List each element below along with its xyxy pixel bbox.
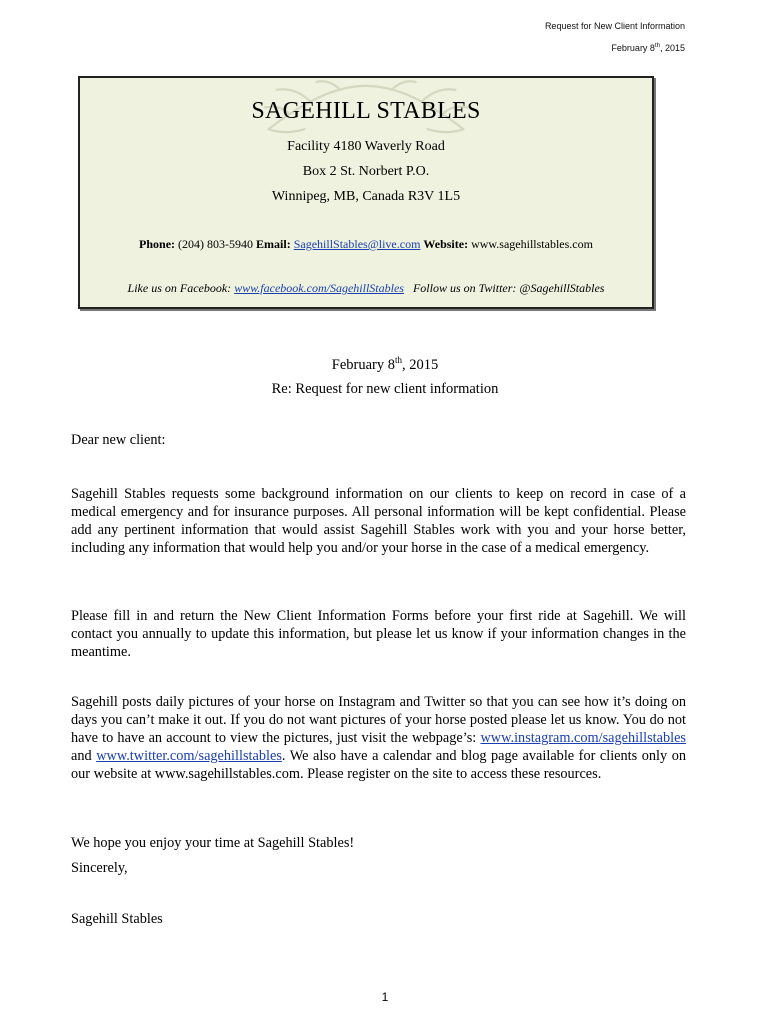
letterhead-box xyxy=(78,76,654,309)
page-number: 1 xyxy=(381,990,389,1004)
instagram-link[interactable]: www.instagram.com/sagehillstables xyxy=(480,730,686,746)
letter-subject: Re: Request for new client information xyxy=(271,381,499,397)
header-date: February 8th, 2015 xyxy=(611,43,685,53)
signature: Sagehill Stables xyxy=(71,911,163,927)
closing-line: We hope you enjoy your time at Sagehill Stables! xyxy=(71,835,355,851)
address-line-1: Facility 4180 Waverly Road xyxy=(287,139,445,154)
letter-date: February 8th, 2015 xyxy=(331,355,439,373)
twitter-text: Follow us on Twitter: @SagehillStables xyxy=(412,281,605,295)
salutation: Dear new client: xyxy=(71,432,166,448)
address-line-3: Winnipeg, MB, Canada R3V 1L5 xyxy=(271,189,461,204)
email-label: Email: xyxy=(256,237,291,251)
email-link[interactable]: SagehillStables@live.com xyxy=(293,237,421,251)
company-name: SAGEHILL STABLES xyxy=(251,98,481,124)
paragraph-1: Sagehill Stables requests some background information on our clients to keep on record in case of a medical emergency and for insurance purposes. All personal information will be kept confidential. Please add any pertinent information that would assist Sagehill Stables work with you and your horse better, including any information that would help you and/or your horse in the case of a medical emergency. xyxy=(71,486,686,556)
address-line-2: Box 2 St. Norbert P.O. xyxy=(302,164,430,179)
header-doc-title: Request for New Client Information xyxy=(544,21,685,31)
phone-value: (204) 803-5940 xyxy=(178,237,254,251)
running-header xyxy=(545,16,685,58)
phone-label: Phone: xyxy=(139,237,176,251)
twitter-link[interactable]: www.twitter.com/sagehillstables xyxy=(96,748,282,764)
facebook-link[interactable]: www.facebook.com/SagehillStables xyxy=(234,281,404,295)
paragraph-3: Sagehill posts daily pictures of your horse on Instagram and Twitter so that you can see how it’s doing on days you can’t make it out. If you do not want pictures of your horse posted please let us know. You do not have to have an account to view the pictures, just visit the webpage’s: www.instagram.com/sagehillstables and www.twitter.com/sagehillstables. We also have a calendar and blog page available for clients only on our website at www.sagehillstables.com. Please register on the site to access these resources. xyxy=(71,694,686,782)
website-label: Website: xyxy=(423,237,469,251)
contact-line xyxy=(80,237,652,252)
paragraph-2: Please fill in and return the New Client Information Forms before your first ride at Sagehill. We will contact you annually to update this information, but please let us know if your information changes in the meantime. xyxy=(71,608,686,660)
sign-off: Sincerely, xyxy=(71,860,128,876)
website-value: www.sagehillstables.com xyxy=(471,237,593,251)
facebook-label: Like us on Facebook: xyxy=(127,281,232,295)
social-line xyxy=(80,281,652,296)
